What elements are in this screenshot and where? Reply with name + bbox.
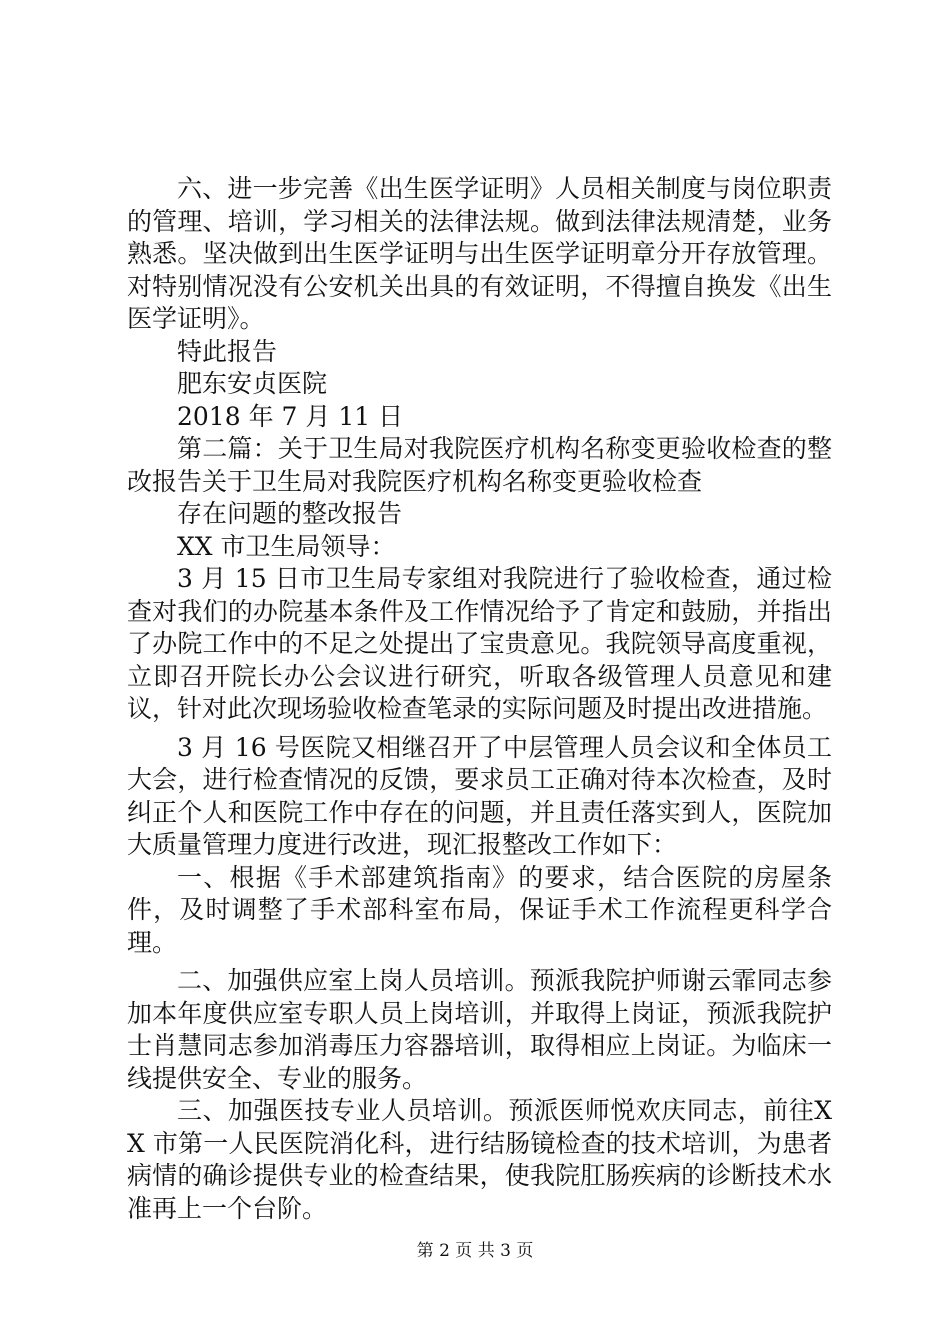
paragraph-item-three: 三、加强医技专业人员培训。预派医师悦欢庆同志，前往XX 市第一人民医院消化科，进行结肠镜检查的技术培训，为患者病情的确诊提供专业的检查结果，使我院肛肠疾病的诊断技术水准再上一个台阶。: [127, 1096, 832, 1223]
paragraph-item-six: 六、进一步完善《出生医学证明》人员相关制度与岗位职责的管理、培训，学习相关的法律法规。做到法律法规清楚，业务熟悉。坚决做到出生医学证明与出生医学证明章分开存放管理。对特别情况没有公安机关出具的有效证明，不得擅自换发《出生医学证明》。: [127, 174, 832, 333]
closing-phrase: 特此报告: [177, 336, 278, 366]
section-heading: 第二篇：关于卫生局对我院医疗机构名称变更验收检查的整改报告关于卫生局对我院医疗机构名称变更验收检查: [127, 434, 832, 496]
signature-organization: 肥东安贞医院: [177, 369, 328, 398]
paragraph-inspection: 3 月 15 日市卫生局专家组对我院进行了验收检查，通过检查对我们的办院基本条件及工作情况给予了肯定和鼓励，并指出了办院工作中的不足之处提出了宝贵意见。我院领导高度重视，立即召开院长办公会议进行研究，听取各级管理人员意见和建议，针对此次现场验收检查笔录的实际问题及时提出改进措施。: [127, 564, 832, 723]
section-subheading: 存在问题的整改报告: [177, 499, 403, 528]
page-number-footer: 第 2 页 共 3 页: [416, 1241, 534, 1261]
signature-date: 2018 年 7 月 11 日: [177, 401, 404, 431]
paragraph-item-two: 二、加强供应室上岗人员培训。预派我院护师谢云霏同志参加本年度供应室专职人员上岗培训，并取得上岗证，预派我院护士肖慧同志参加消毒压力容器培训，取得相应上岗证。为临床一线提供安全、专业的服务。: [127, 966, 832, 1093]
paragraph-item-one: 一、根据《手术部建筑指南》的要求，结合医院的房屋条件，及时调整了手术部科室布局，保证手术工作流程更科学合理。: [127, 862, 832, 957]
document-body: [127, 173, 832, 1225]
paragraph-meeting: 3 月 16 号医院又相继召开了中层管理人员会议和全体员工大会，进行检查情况的反馈，要求员工正确对待本次检查，及时纠正个人和医院工作中存在的问题，并且责任落实到人，医院加大质量管理力度进行改进，现汇报整改工作如下：: [127, 732, 832, 859]
salutation: XX 市卫生局领导：: [177, 531, 396, 561]
